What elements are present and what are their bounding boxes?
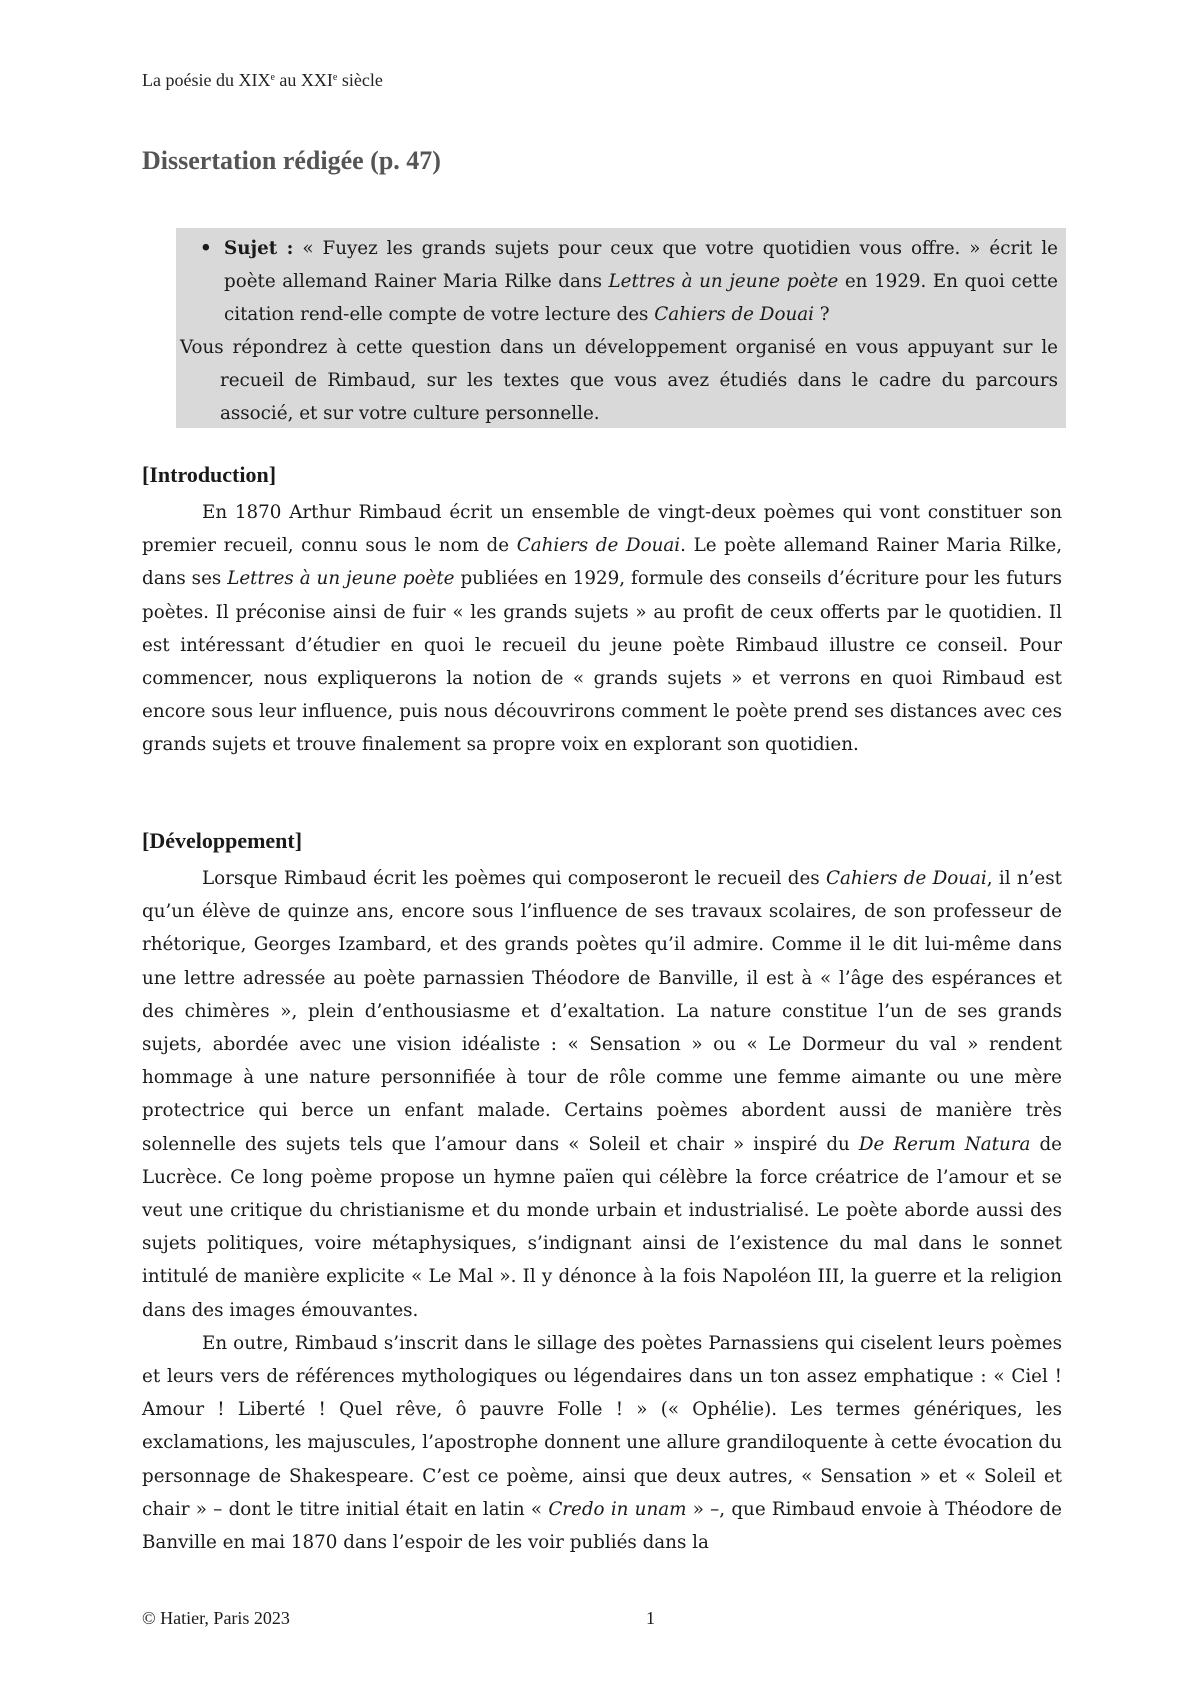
text-run: , il n’est qu’un élève de quinze ans, encore sous l’influence de ses travaux scolaires, de son professeur de rhétorique, Georges Izambard, et des grands poètes qu’il admire. Comme il le dit lui-même dans une lettre adressée au poète parnassien Théodore de Banville, il est à « l’âge des espérances et des chimères », plein d’enthousiasme et d’exaltation. La nature constitue l’un de ses grands sujets, abordée avec une vision idéaliste : « Sensation » ou « Le Dormeur du val » rendent hommage à une nature personnifiée à tour de rôle comme une femme aimante ou une mère protectrice qui berce un enfant malade. Certains poèmes abordent aussi de manière très solennelle des sujets tels que l’amour dans « Soleil et chair » inspiré du xyxy=(142,868,1062,1155)
development-heading: [Développement] xyxy=(142,828,303,853)
italic-title: De Rerum Natura xyxy=(858,1133,1031,1155)
text-run: de Lucrèce. Ce long poème propose un hymne païen qui célèbre la force créatrice de l’amour et se veut une critique du christianisme et du monde urbain et industrialisé. Le poète aborde aussi des sujets politiques, voire métaphysiques, s’indignant ainsi de l’existence du mal dans le sonnet intitulé de manière explicite « Le Mal ». Il y dénonce à la fois Napoléon III, la guerre et la religion dans des images émouvantes. xyxy=(142,1133,1062,1321)
introduction-body xyxy=(142,496,1062,762)
text-run: . Le poète allemand Rainer Maria Rilke, dans ses xyxy=(142,535,1063,590)
running-header-sup-1: e xyxy=(270,72,275,83)
subject-text: « Fuyez les grands sujets pour ceux que votre quotidien vous offre. » écrit le poète allemand Rainer Maria Rilke dans xyxy=(224,238,1058,292)
subject-statement xyxy=(180,232,1058,331)
introduction-heading: [Introduction] xyxy=(142,462,277,487)
running-header xyxy=(142,70,383,91)
running-header-text-c: siècle xyxy=(337,70,383,90)
footer-copyright: © Hatier, Paris 2023 xyxy=(142,1608,290,1628)
development-paragraph-1 xyxy=(142,862,1062,1327)
text-run: En outre, Rimbaud s’inscrit dans le sillage des poètes Parnassiens qui ciselent leurs poèmes et leurs vers de références mythologiques ou légendaires dans un ton assez emphatique : « Ciel ! Amour ! Liberté ! Quel rêve, ô pauvre Folle ! » (« Ophélie). Les termes génériques, les exclamations, les majuscules, l’apostrophe donnent une allure grandiloquente à cette évocation du personnage de Shakespeare. C’est ce poème, ainsi que deux autres, « Sensation » et « Soleil et chair » – dont le titre initial était en latin « xyxy=(142,1332,1062,1520)
running-header-text-b: au XXI xyxy=(274,70,333,90)
italic-title: Cahiers de Douai xyxy=(516,535,681,557)
text-run: publiées en 1929, formule des conseils d’écriture pour les futurs poètes. Il préconise ainsi de fuir « les grands sujets » au profit de ceux offerts par le quotidien. Il est intéressant d’étudier en quoi le recueil du jeune poète Rimbaud illustre ce conseil. Pour commencer, nous expliquerons la notion de « grands sujets » et verrons en quoi Rimbaud est encore sous leur influence, puis nous découvrirons comment le poète prend ses distances avec ces grands sujets et trouve finalement sa propre voix en explorant son quotidien. xyxy=(142,568,1062,756)
subject-book-title: Lettres à un jeune poète xyxy=(608,271,839,292)
introduction-paragraph xyxy=(142,496,1062,762)
text-run: En 1870 Arthur Rimbaud écrit un ensemble de vingt-deux poèmes qui vont constituer son premier recueil, connu sous le nom de xyxy=(142,502,1062,557)
text-run: Lorsque Rimbaud écrit les poèmes qui composeront le recueil des xyxy=(202,868,826,889)
running-header-text-a: La poésie du XIX xyxy=(142,70,271,90)
text-run: » –, que Rimbaud envoie à Théodore de Banville en mai 1870 dans l’espoir de les voir publiés dans la xyxy=(142,1498,1062,1554)
subject-text: ? xyxy=(814,304,830,325)
subject-label: Sujet : xyxy=(224,238,294,259)
subject-collection-title: Cahiers de Douai xyxy=(654,304,814,325)
page-number: 1 xyxy=(646,1608,655,1628)
subject-text: en 1929. En quoi cette citation rend-elle compte de votre lecture des xyxy=(224,271,1058,325)
page-title: Dissertation rédigée (p. 47) xyxy=(142,146,441,175)
italic-title: Credo in unam xyxy=(548,1498,687,1520)
development-paragraph-2 xyxy=(142,1327,1062,1559)
italic-title: Cahiers de Douai xyxy=(826,868,987,889)
italic-title: Lettres à un jeune poète xyxy=(227,568,455,590)
bullet-icon: • xyxy=(200,238,212,259)
subject-instructions: Vous répondrez à cette question dans un développement organisé en vous appuyant sur le recueil de Rimbaud, sur les textes que vous avez étudiés dans le cadre du parcours associé, et sur votre culture personnelle. xyxy=(180,337,1058,424)
subject-box xyxy=(176,228,1066,428)
running-header-sup-2: e xyxy=(332,72,338,83)
development-body xyxy=(142,862,1062,1559)
